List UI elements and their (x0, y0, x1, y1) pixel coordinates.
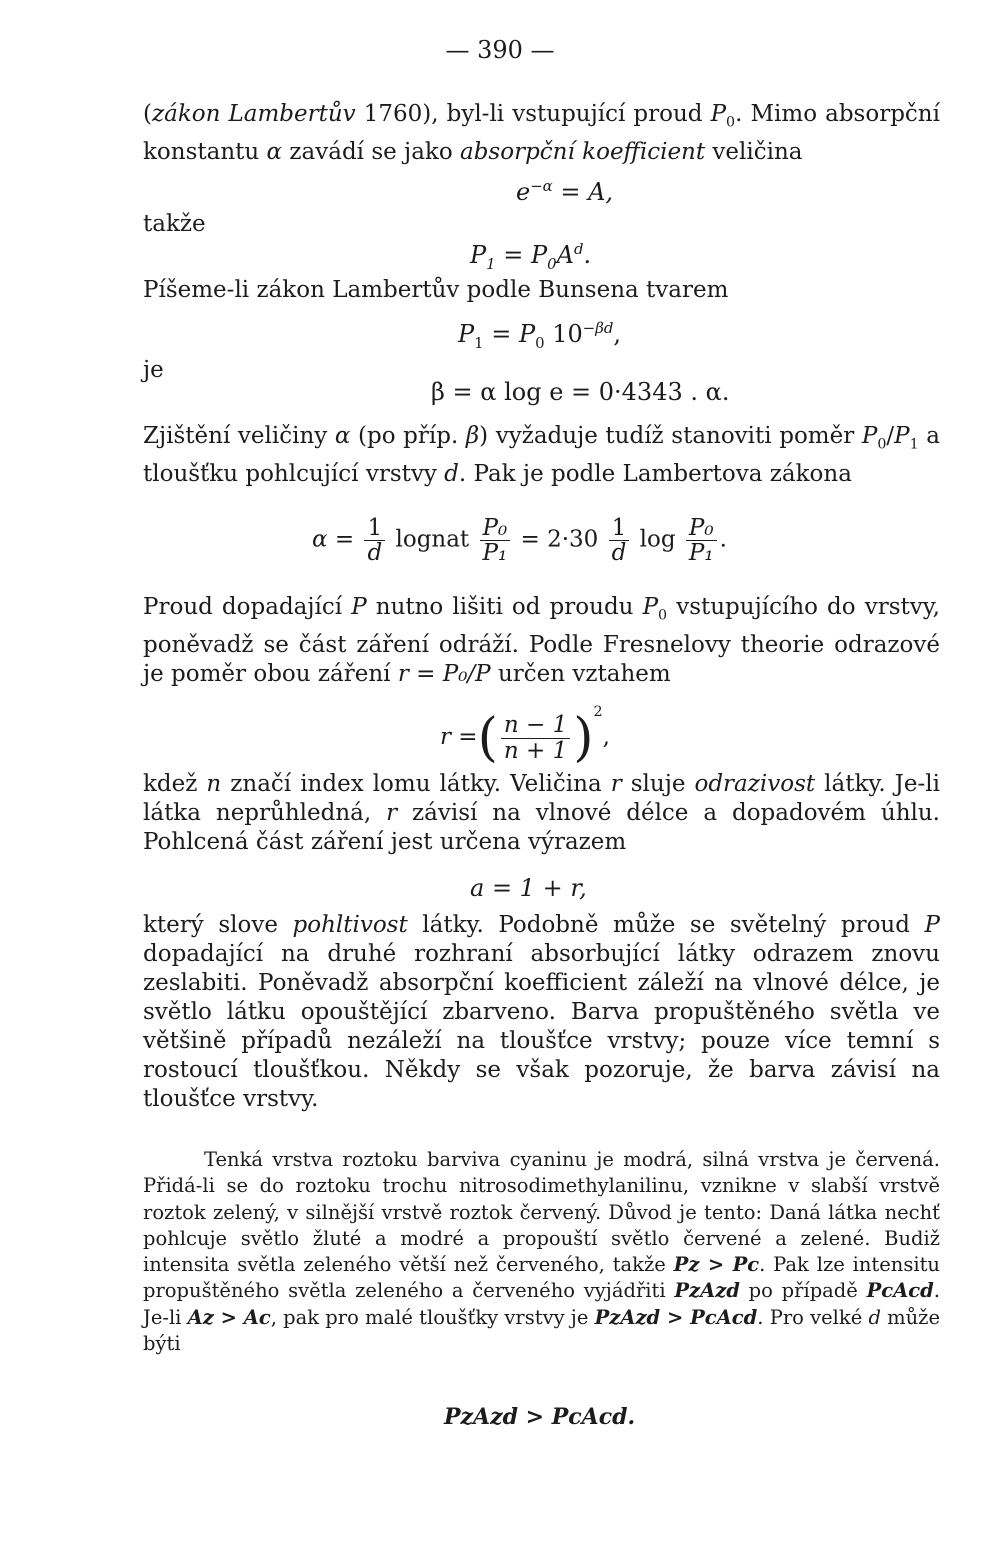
equation-absorption-coefficient: $e^{-\alpha} = A$, (516, 177, 614, 206)
equation-bunsen-form: $P_1 = P_0$ $10^{-\beta d}$, (458, 319, 622, 352)
paragraph-lambert-law: (zákon Lambertův 1760), byl-li vstupující proud $P_0$. Mimo absorpční konstantu α zavádí se jako absorpční koefficient veličina (143, 101, 940, 165)
equation-p1-p0ad: $P_1 = P_0A^d$. (470, 240, 592, 273)
equation-reflectivity: r =( $\frac{n - 1}{n + 1}$ )$^2$, (440, 704, 610, 768)
paragraph-bunsen: Píšeme-li zákon Lambertův podle Bunsena tvarem (143, 277, 729, 303)
equation-large-d: PzAzd > PcAcd. (444, 1404, 636, 1430)
term-pohltivost: pohltivost (292, 912, 408, 938)
paragraph-ratio: Zjištění veličiny α (po příp. β) vyžaduje tudíž stanoviti poměr $P_0/P_1$ a tloušťku pohlcující vrstvy d. Pak je podle Lambertova zákona (143, 423, 941, 487)
page-number: — 390 — (445, 36, 555, 64)
paragraph-pohltivost: který slove pohltivost látky. Podobně může se světelný proud P dopadající na druhé rozhraní absorbující látky odrazem znovu zeslabiti. Poněvadž absorpční koefficient záleží na vlnové délce, je světlo látku opouštějící zbarveno. Barva propuštěného světla ve většině případů nezáleží na tloušťce vrstvy; pouze více temní s rostoucí tloušťkou. Někdy se však pozoruje, že barva závisí na tloušťce vrstvy. (143, 912, 940, 1112)
paragraph-cyanin-example: Tenká vrstva roztoku barviva cyaninu je modrá, silná vrstva je červená. Přidá-li se do roztoku trochu nitrosodimethylanilinu, vznikne v slabší vrstvě roztok zelený, v silnější vrstvě roztok červený. Důvod je tento: Daná látka nechť pohlcuje světlo žluté a modré a propouští světlo červené a zelené. Budiž intensita světla zeleného větší než červeného, takže Pz > Pc. Pak lze intensitu propuštěného světla zeleného a červeného vyjádřiti PzAzd po případě PcAcd. Je-li Az > Ac, pak pro malé tloušťky vrstvy je PzAzd > PcAcd. Pro velké d může býti (143, 1148, 940, 1356)
equation-alpha-lognat: α = $\frac{1}{d}$ lognat $\frac{\text{P₀}}{\text{P₁}}$ = 2·30 $\frac{1}{d}$ log $\frac{\text{P₀}}{\text{P₁}}$ . (312, 515, 727, 567)
paragraph-fresnel: Proud dopadající P nutno lišiti od proudu $P_0$ vstupujícího do vrstvy, poněvadž se část záření odráží. Podle Fresnelovy theorie odrazové je poměr obou záření r = P₀/P určen vztahem (143, 594, 940, 687)
coefficient-term: absorpční koefficient (460, 138, 706, 165)
equation-absorptivity: a = 1 + r, (470, 874, 587, 902)
law-name: zákon Lambertův (151, 101, 356, 127)
paragraph-odrazivost: kdež n značí index lomu látky. Veličina r sluje odrazivost látky. Je-li látka neprůhledná, r závisí na vlnové délce a dopadovém úhlu. Pohlcená část záření jest určena výrazem (143, 771, 940, 855)
equation-beta: β = α log e = 0·4343 . α. (431, 378, 730, 406)
word-takze: takže (143, 211, 206, 237)
term-odrazivost: odrazivost (694, 771, 816, 797)
word-je: je (143, 357, 164, 383)
